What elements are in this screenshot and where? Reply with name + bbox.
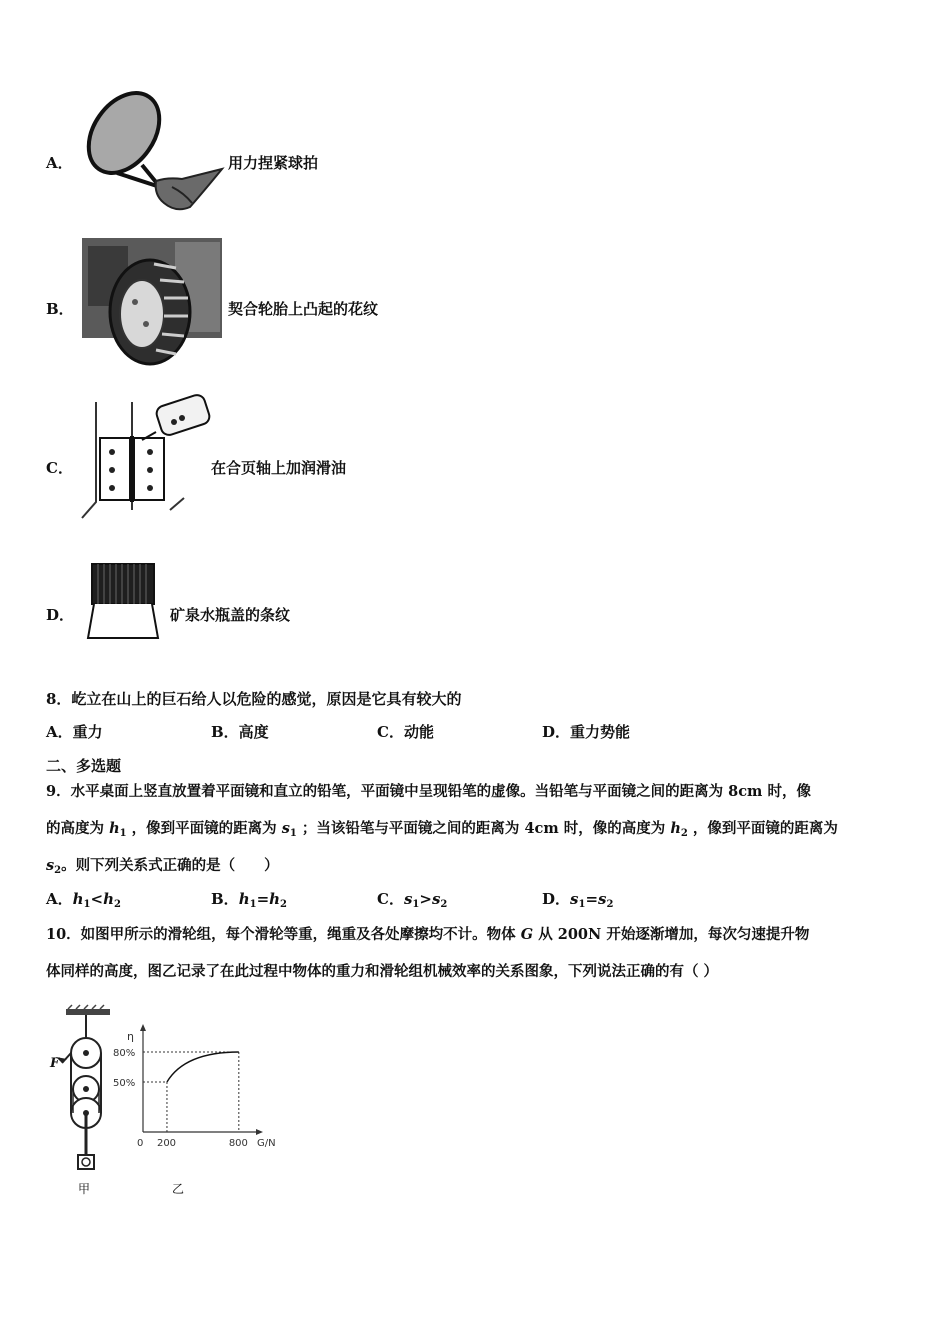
q9-line1: 9．水平桌面上竖直放置着平面镜和直立的铅笔，平面镜中呈现铅笔的虚像。当铅笔与平面镜之间的距离为 8cm 时，像 xyxy=(46,783,811,800)
bottle-cap-icon xyxy=(84,560,164,642)
option-letter: D． xyxy=(46,606,75,624)
q10-line1 xyxy=(46,923,809,944)
tire-icon xyxy=(80,232,225,366)
q8-choice-a: A．重力 xyxy=(46,723,103,741)
option-text: 矿泉水瓶盖的条纹 xyxy=(170,606,291,624)
q9-line2 xyxy=(46,817,838,839)
option-text: 在合页轴上加润滑油 xyxy=(211,459,347,477)
x-tick-label: 800 xyxy=(228,1138,248,1149)
x-axis-arrow xyxy=(256,1129,263,1135)
efficiency-curve xyxy=(167,1052,239,1082)
option-letter: C． xyxy=(46,459,73,477)
q9-text: 。则下列关系式正确的是（ ） xyxy=(61,857,279,874)
force-label: F xyxy=(50,1056,60,1071)
efficiency-chart xyxy=(105,1020,276,1155)
q8-choice-b: B．高度 xyxy=(211,723,269,741)
q8-choice-c: C．动能 xyxy=(377,723,434,741)
q9-text: 的高度为 xyxy=(46,820,104,837)
y-tick-label: 50% xyxy=(113,1078,136,1089)
var-h: h xyxy=(109,820,120,837)
q10-text: 10．如图甲所示的滑轮组，每个滑轮等重，绳重及各处摩擦均不计。物体 xyxy=(46,926,516,943)
figure-label-jia: 甲 xyxy=(78,1182,91,1196)
option-letter: A． xyxy=(46,154,73,172)
q9-text: ；当该铅笔与平面镜之间的距离为 4cm 时，像的高度为 xyxy=(301,820,666,837)
q9-choice-a: A．$h_1<h_2$ xyxy=(46,890,121,910)
figure-label-yi: 乙 xyxy=(172,1182,185,1196)
racket-icon xyxy=(72,95,232,213)
ceiling-icon xyxy=(66,1009,110,1015)
q9-choice-d: D．$s_1=s_2$ xyxy=(542,890,614,910)
q8-stem: 8．屹立在山上的巨石给人以危险的感觉，原因是它具有较大的 xyxy=(46,690,462,708)
q9-choice-c: C．$s_1>s_2$ xyxy=(377,890,448,910)
var-s: s xyxy=(281,820,290,837)
var-h: h xyxy=(670,820,681,837)
var-s: s xyxy=(46,857,55,874)
x-tick-label: 0 xyxy=(137,1138,144,1149)
y-tick-label: 80% xyxy=(113,1048,136,1059)
q9-line3 xyxy=(46,854,279,876)
q9-text: ，像到平面镜的距离为 xyxy=(131,820,277,837)
section-heading: 二、多选题 xyxy=(46,757,122,775)
q10-text: 从 200N 开始逐渐增加，每次匀速提升物 xyxy=(538,926,810,943)
q9-choice-b: B．$h_1=h_2$ xyxy=(211,890,288,910)
option-text: 用力捏紧球拍 xyxy=(228,154,319,172)
subscript: 2 xyxy=(680,828,688,839)
var-g: G xyxy=(520,926,534,943)
subscript: 1 xyxy=(289,828,297,839)
x-tick-label: 200 xyxy=(156,1138,177,1149)
option-letter: B． xyxy=(46,300,74,318)
weight-icon xyxy=(78,1155,94,1169)
q8-choice-d: D．重力势能 xyxy=(542,723,631,741)
y-axis-arrow xyxy=(140,1024,146,1031)
q9-text: ，像到平面镜的距离为 xyxy=(692,820,838,837)
hinge-icon xyxy=(74,392,214,524)
x-axis-label: G/N xyxy=(257,1138,276,1149)
subscript: 2 xyxy=(54,865,62,876)
option-text: 契合轮胎上凸起的花纹 xyxy=(228,300,379,318)
q10-line2: 体同样的高度，图乙记录了在此过程中物体的重力和滑轮组机械效率的关系图象，下列说法正确的有（ ） xyxy=(46,963,719,980)
subscript: 1 xyxy=(119,828,127,839)
y-axis-label: η xyxy=(127,1030,134,1043)
